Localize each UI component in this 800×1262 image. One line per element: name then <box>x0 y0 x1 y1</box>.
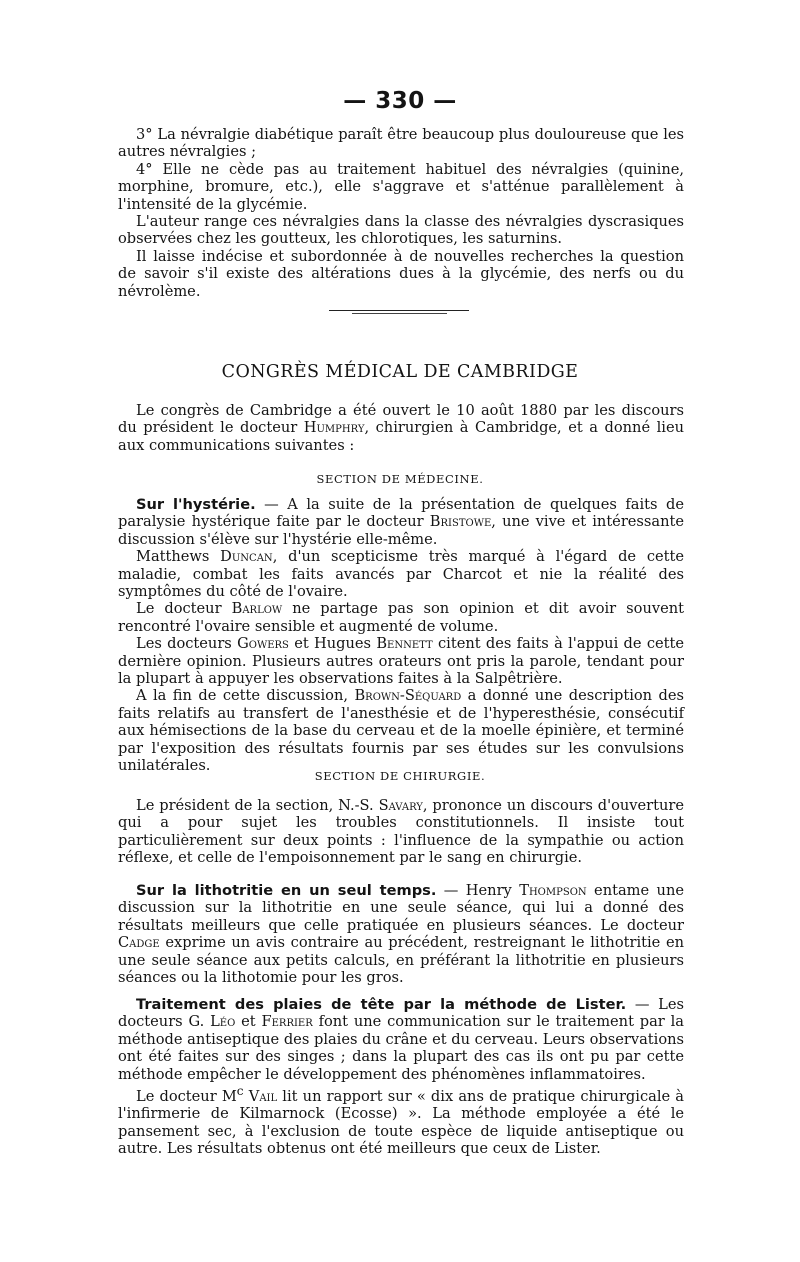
superscript-c: c <box>236 1084 244 1099</box>
text-run: Les docteurs <box>136 635 238 653</box>
text-run: Matthews <box>136 548 221 566</box>
page-number: — 330 — <box>343 88 457 114</box>
name-bennett: Bennett <box>376 635 433 653</box>
text-run: A la fin de cette discussion, <box>136 687 355 705</box>
paragraph-duncan <box>118 548 684 600</box>
text-run: citent des faits à l'appui de cette dernière opinion. Plusieurs autres orateurs ont pris la parole, tendant pour la plupart à appuyer les observations faites à la Salpêtrière. <box>118 635 684 688</box>
savary-block <box>118 797 684 867</box>
text-run: Le docteur <box>136 600 232 618</box>
intro-paragraph-author: L'auteur range ces névralgies dans la classe des névralgies dyscrasiques observées chez les goutteux, les chlorotiques, les saturnins. <box>118 213 684 248</box>
name-humphry: Humphry <box>303 419 365 437</box>
congress-intro <box>118 402 684 454</box>
text-run: ne partage pas son opinion et dit avoir souvent rencontré l'ovaire sensible et augmenté de volume. <box>118 600 684 635</box>
section-medecine-heading: SECTION DE MÉDECINE. <box>316 472 484 486</box>
text-run: et <box>235 1013 262 1031</box>
intro-paragraph-question: Il laisse indécise et subordonnée à de nouvelles recherches la question de savoir s'il existe des altérations dues à la glycémie, des nerfs ou du névrolème. <box>118 247 684 300</box>
paragraph-savary <box>118 797 684 867</box>
lead-hysterie: Sur l'hystérie. <box>136 496 256 513</box>
name-duncan: Duncan <box>220 548 273 566</box>
text-run: , une vive et intéressante discussion s'élève sur l'hystérie elle-même. <box>118 513 685 548</box>
medecine-block <box>118 496 684 775</box>
paragraph-vail <box>118 1083 684 1157</box>
text-run: font une communication sur le traitement par la méthode antiseptique des plaies du crâne et du cerveau. Leurs observations ont été faites sur des singes ; dans la plupart des cas ils ont pu par cette méthode empêcher le développement des phénomènes inflammatoires. <box>118 1013 684 1083</box>
paragraph-brown-sequard <box>118 687 684 774</box>
name-cadge: Cadge <box>118 934 160 952</box>
text-run: — Henry <box>436 882 520 899</box>
paragraph-barlow <box>118 600 684 635</box>
congress-intro-block <box>118 402 684 454</box>
text-run: lit un rapport sur « dix ans de pratique chirurgicale à l'infirmerie de Kilmarnock (Ecosse) ». La méthode employée a été le pansement sec, à l'exclusion de toute espèce de liquide antiseptique ou autre. Les résultats obtenus ont été meilleurs que ceux de Lister. <box>118 1087 684 1158</box>
name-brown-sequard: Brown-Séquard <box>354 687 462 705</box>
name-ferrier: Ferrier <box>261 1013 313 1031</box>
intro-paragraph-4: 4° Elle ne cède pas au traitement habituel des névralgies (quinine, morphine, bromure, etc.), elle s'aggrave et s'atténue parallèlement à l'intensité de la glycémie. <box>118 160 684 213</box>
section-divider <box>329 310 469 311</box>
name-thompson: Thompson <box>519 882 587 899</box>
text-run: entame une discussion sur la lithotritie en une seule séance, qui lui a donné des résultats meilleurs que celle pratiquée en plusieurs séances. Le docteur <box>118 882 684 934</box>
name-bristowe: Bristowe <box>429 513 492 531</box>
text-run: a donné une description des faits relatifs au transfert de l'anesthésie et de l'hyperesthésie, consécutif aux hémisections de la base du cerveau et de la moelle épinière, et terminé par l'exposition des résultats fournis par ses études sur les convulsions unilatérales. <box>118 687 684 775</box>
paragraph-hysterie <box>118 496 684 548</box>
paragraph-lister <box>118 996 684 1083</box>
text-run: Le président de la section, N.-S. <box>136 797 379 814</box>
lithotritie-block <box>118 882 684 986</box>
text-run: Le congrès de Cambridge a été ouvert le 10 août 1880 par les discours du président le docteur <box>118 402 684 437</box>
name-savary: Savary <box>378 797 423 814</box>
text-run: et Hugues <box>288 635 377 653</box>
text-run: , chirurgien à Cambridge, et a donné lieu aux communications suivantes : <box>118 419 685 454</box>
text-run: , d'un scepticisme très marqué à l'égard de cette maladie, combat les faits avancés par Charcot et nie la réalité des symptômes du côté de l'ovaire. <box>118 548 685 601</box>
congress-title: CONGRÈS MÉDICAL DE CAMBRIDGE <box>221 362 579 382</box>
name-leo: Léo <box>210 1013 236 1031</box>
lead-lister: Traitement des plaies de tête par la méthode de Lister. <box>136 996 627 1013</box>
text-run: — A la suite de la présentation de quelques faits de paralysie hystérique faite par le docteur <box>118 496 684 531</box>
paragraph-gowers <box>118 635 684 687</box>
name-vail: Vail <box>243 1087 278 1105</box>
section-divider-secondary <box>352 313 447 314</box>
intro-block <box>118 126 684 300</box>
text-run: , prononce un discours d'ouverture qui a pour sujet les troubles constitutionnels. Il insiste tout particulièrement sur deux points : l'influence de la sympathie ou action réflexe, et celle de l'empoisonnement par le sang en chirurgie. <box>118 797 684 867</box>
name-gowers: Gowers <box>237 635 289 653</box>
text-run: exprime un avis contraire au précédent, restreignant le lithotritie en une seule séance aux petits calculs, en préférant la lithotritie en plusieurs séances ou la lithotomie pour les gros. <box>118 934 684 987</box>
intro-paragraph-3: 3° La névralgie diabétique paraît être beaucoup plus douloureuse que les autres névralgies ; <box>118 126 684 161</box>
text-run: — Les docteurs G. <box>118 996 684 1031</box>
text-run: Le docteur M <box>136 1087 237 1105</box>
section-chirurgie-heading: SECTION DE CHIRURGIE. <box>314 769 486 783</box>
lister-block <box>118 996 684 1158</box>
name-barlow: Barlow <box>231 600 283 618</box>
lead-lithotritie: Sur la lithotritie en un seul temps. <box>136 882 437 899</box>
paragraph-lithotritie <box>118 882 684 986</box>
